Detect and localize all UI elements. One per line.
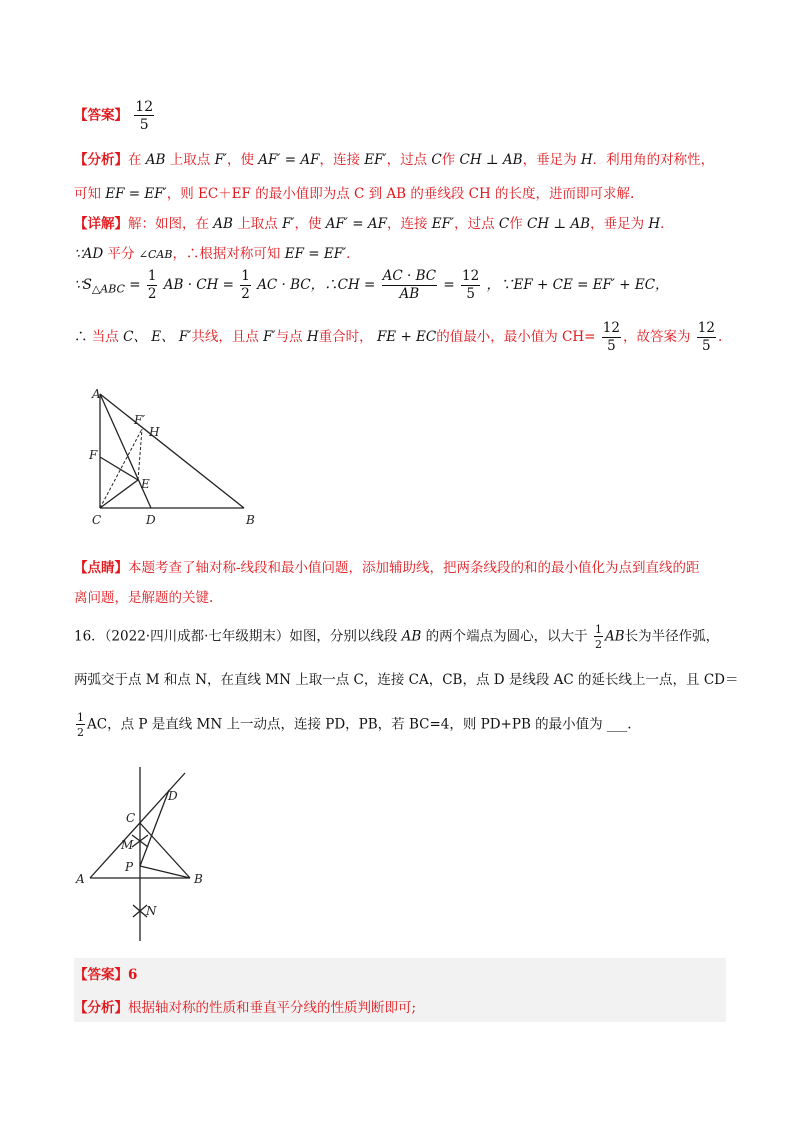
question-16-line-2: 两弧交于点 M 和点 N，在直线 MN 上取一点 C，连接 CA，CB，点 D 是线段 AC 的延长线上一点，且 CD＝ — [74, 672, 739, 688]
pt-fp: F′ — [134, 413, 146, 427]
result-fraction: $\frac{12}{5}$ — [462, 268, 480, 302]
analysis-2-label: 【分析】 — [74, 1000, 128, 1016]
pt-d: D — [146, 513, 156, 527]
answer-label: 【答案】 — [74, 107, 128, 124]
pt-a2: A — [76, 872, 85, 886]
comment-line-1: 【点睛】本题考查了轴对称-线段和最小值问题，添加辅助线，把两条线段的和的最小值化为点到直线的距 — [74, 560, 700, 576]
pt-m2: M — [121, 838, 134, 852]
pt-b2: B — [194, 872, 203, 886]
pt-f: F — [89, 448, 98, 462]
comment-label: 【点睛】 — [74, 560, 128, 576]
answer-fraction: $\frac{12}{5}$ — [135, 99, 154, 133]
ch-fraction: $\frac{AC \cdot BC}{AB}$ — [382, 268, 437, 302]
question-16-line-3: $\frac{1}{2}$ AC，点 P 是直线 MN 上一动点，连接 PD，PB，若 BC=4，则 PD+PB 的最小值为 ___. — [77, 711, 632, 739]
pt-e: E — [141, 477, 150, 491]
pt-h: H — [149, 425, 160, 439]
pt-d2: D — [168, 789, 178, 803]
detail-line-1: 【详解】解：如图，在 AB 上取点 F′，使 AF′ = AF，连接 EF′，过点 C作 CH ⊥ AB，垂足为 H． — [74, 216, 674, 232]
answer-2-line — [74, 963, 137, 983]
analysis-line-1: 【分析】在 AB 上取点 F′，使 AF′ = AF，连接 EF′，过点 C作 CH ⊥ AB，垂足为 H．利用角的对称性， — [74, 152, 715, 168]
q16-cd-fraction: $\frac{1}{2}$ — [77, 711, 84, 739]
q16-half-fraction: $\frac{1}{2}$ — [594, 623, 602, 651]
analysis-line-2: 可知 EF = EF′，则 EC＋EF 的最小值即为点 C 到 AB 的垂线段 CH 的长度，进而即可求解. — [74, 186, 635, 202]
answer-2-value: 6 — [128, 967, 138, 983]
figure-triangle-1 — [80, 384, 270, 532]
pt-c: C — [92, 513, 102, 527]
answer-line-1 — [74, 100, 156, 132]
answer-blank: ___ — [606, 716, 628, 733]
min-fraction: $\frac{12}{5}$ — [602, 320, 620, 354]
answer-2-label: 【答案】 — [74, 967, 128, 983]
pt-c2: C — [126, 811, 136, 825]
detail-line-3: $\because S_{\triangle ABC}$ = $\frac{1}{2}$ AB · CH = $\frac{1}{2}$ AC · BC，∴CH = $\frac{AC \cdot BC}{AB}$ = $\frac{12}{5}$ ，∵EF + CE = EF′ + EC， — [74, 268, 669, 302]
figure-triangle-2 — [70, 765, 220, 943]
half-fraction-2: $\frac{1}{2}$ — [241, 268, 250, 302]
pt-p2: P — [125, 860, 134, 874]
half-fraction: $\frac{1}{2}$ — [147, 268, 157, 302]
question-16-line-1: 16．（2022·四川成都·七年级期末）如图，分别以线段 AB 的两个端点为圆心，以大于 $\frac{1}{2}$ AB长为半径作弧， — [74, 623, 720, 651]
analysis-2-line: 【分析】根据轴对称的性质和垂直平分线的性质判断即可; — [74, 1000, 417, 1016]
pt-n2: N — [146, 904, 157, 918]
comment-line-2: 离问题，是解题的关键. — [74, 590, 214, 606]
pt-b: B — [246, 513, 255, 527]
detail-line-4: ∴ 当点 C、 E、 F′共线，且点 F′与点 H重合时， FE + EC的值最小，最小值为 CH= $\frac{12}{5}$ ，故答案为 $\frac{12}{5}$ . — [74, 320, 723, 354]
detail-line-2: ∵AD 平分 ∠CAB，∴根据对称可知 EF = EF′． — [74, 246, 360, 262]
final-fraction: $\frac{12}{5}$ — [697, 320, 715, 354]
pt-a: A — [92, 387, 101, 401]
detail-label: 【详解】 — [74, 216, 128, 232]
analysis-label: 【分析】 — [74, 152, 128, 168]
